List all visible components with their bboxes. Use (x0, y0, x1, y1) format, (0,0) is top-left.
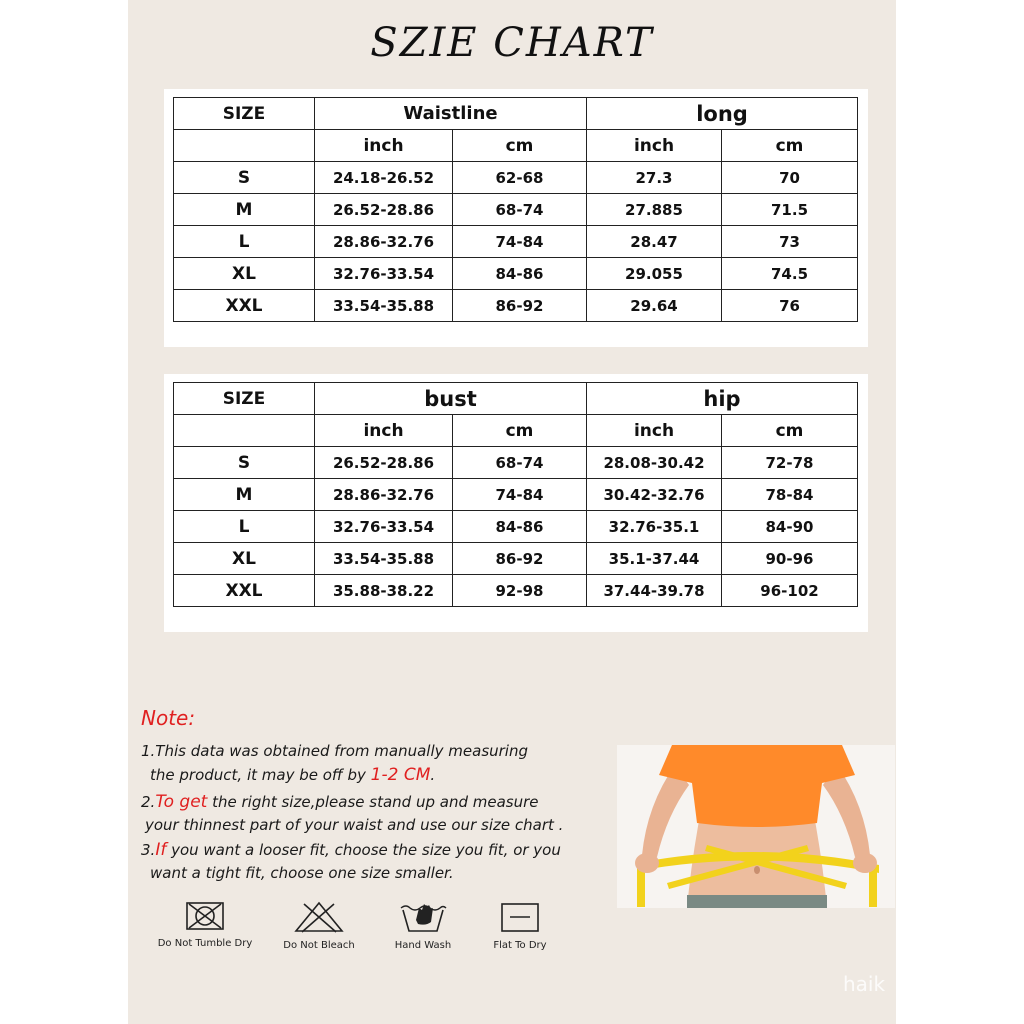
waist-measure-photo (617, 745, 895, 908)
table-row (174, 194, 858, 226)
flat-to-dry-icon (498, 900, 542, 934)
value-cell: 84-90 (722, 511, 858, 543)
note-line-1: 1.This data was obtained from manually measuring (141, 742, 529, 760)
size-cell: M (174, 194, 315, 226)
size-table-bust-hip (164, 374, 868, 632)
value-cell: 86-92 (453, 290, 587, 322)
size-cell: L (174, 511, 315, 543)
value-cell: 28.08-30.42 (587, 447, 722, 479)
unit-header: cm (722, 415, 858, 447)
table-row (174, 258, 858, 290)
note-text: the product, it may be off by (150, 766, 371, 784)
size-cell: XL (174, 543, 315, 575)
size-header: SIZE (174, 98, 315, 130)
care-label: Do Not Bleach (283, 940, 355, 951)
value-cell: 92-98 (453, 575, 587, 607)
unit-header: cm (453, 415, 587, 447)
unit-header: cm (722, 130, 858, 162)
value-cell: 84-86 (453, 511, 587, 543)
care-hand-wash (368, 900, 478, 951)
note-highlight: 1-2 CM (370, 765, 431, 785)
waist-measure-illustration (617, 745, 895, 908)
value-cell: 32.76-35.1 (587, 511, 722, 543)
size-table-waist-long (164, 89, 868, 347)
value-cell: 62-68 (453, 162, 587, 194)
size-cell: M (174, 479, 315, 511)
value-cell: 27.885 (587, 194, 722, 226)
table-row (174, 447, 858, 479)
value-cell: 32.76-33.54 (315, 511, 453, 543)
note-text: . (430, 766, 436, 784)
value-cell: 68-74 (453, 447, 587, 479)
table-row (174, 162, 858, 194)
size-header: SIZE (174, 383, 315, 415)
value-cell: 24.18-26.52 (315, 162, 453, 194)
unit-header: inch (587, 415, 722, 447)
note-number: 3. (141, 841, 156, 859)
unit-header: cm (453, 130, 587, 162)
group-header-waistline: Waistline (315, 98, 587, 130)
value-cell: 86-92 (453, 543, 587, 575)
value-cell: 29.64 (587, 290, 722, 322)
unit-header: inch (315, 415, 453, 447)
size-cell: XXL (174, 575, 315, 607)
note-highlight: If (155, 840, 167, 860)
value-cell: 74.5 (722, 258, 858, 290)
value-cell: 72-78 (722, 447, 858, 479)
value-cell: 29.055 (587, 258, 722, 290)
value-cell: 73 (722, 226, 858, 258)
value-cell: 28.86-32.76 (315, 479, 453, 511)
note-title: Note: (141, 706, 196, 730)
value-cell: 30.42-32.76 (587, 479, 722, 511)
page-title: SZIE CHART (370, 20, 654, 66)
unit-header: inch (315, 130, 453, 162)
size-table (173, 97, 858, 322)
size-cell: S (174, 447, 315, 479)
note-line-5 (141, 840, 561, 860)
value-cell: 68-74 (453, 194, 587, 226)
empty-cell (174, 415, 315, 447)
note-line-2 (150, 765, 435, 785)
value-cell: 74-84 (453, 479, 587, 511)
care-label: Do Not Tumble Dry (157, 938, 253, 949)
value-cell: 33.54-35.88 (315, 290, 453, 322)
value-cell: 70 (722, 162, 858, 194)
table-row (174, 479, 858, 511)
note-number: 2. (141, 793, 156, 811)
value-cell: 28.47 (587, 226, 722, 258)
table-row (174, 290, 858, 322)
value-cell: 78-84 (722, 479, 858, 511)
value-cell: 76 (722, 290, 858, 322)
watermark: haik (843, 972, 886, 996)
value-cell: 35.1-37.44 (587, 543, 722, 575)
do-not-tumble-dry-icon (183, 900, 227, 932)
value-cell: 90-96 (722, 543, 858, 575)
value-cell: 96-102 (722, 575, 858, 607)
value-cell: 84-86 (453, 258, 587, 290)
care-do-not-tumble-dry (150, 900, 260, 949)
table-row (174, 575, 858, 607)
value-cell: 74-84 (453, 226, 587, 258)
value-cell: 27.3 (587, 162, 722, 194)
care-flat-to-dry (465, 900, 575, 951)
note-line-6: want a tight fit, choose one size smaller. (150, 864, 454, 882)
note-line-4: your thinnest part of your waist and use our size chart . (145, 816, 564, 834)
note-line-3 (141, 792, 539, 812)
note-text: you want a looser fit, choose the size you fit, or you (166, 841, 561, 859)
hand-wash-icon (396, 900, 450, 934)
size-table (173, 382, 858, 607)
group-header-bust: bust (315, 383, 587, 415)
unit-header: inch (587, 130, 722, 162)
value-cell: 33.54-35.88 (315, 543, 453, 575)
size-cell: S (174, 162, 315, 194)
empty-cell (174, 130, 315, 162)
value-cell: 71.5 (722, 194, 858, 226)
value-cell: 35.88-38.22 (315, 575, 453, 607)
value-cell: 26.52-28.86 (315, 194, 453, 226)
value-cell: 26.52-28.86 (315, 447, 453, 479)
table-row (174, 226, 858, 258)
care-do-not-bleach (264, 900, 374, 951)
size-cell: L (174, 226, 315, 258)
value-cell: 32.76-33.54 (315, 258, 453, 290)
value-cell: 37.44-39.78 (587, 575, 722, 607)
group-header-hip: hip (587, 383, 858, 415)
note-highlight: To get (155, 792, 208, 812)
table-row (174, 511, 858, 543)
care-label: Hand Wash (394, 940, 452, 951)
table-row (174, 543, 858, 575)
care-label: Flat To Dry (493, 940, 547, 951)
size-cell: XL (174, 258, 315, 290)
do-not-bleach-icon (292, 900, 346, 934)
size-cell: XXL (174, 290, 315, 322)
note-text: the right size,please stand up and measure (207, 793, 539, 811)
group-header-long: long (587, 98, 858, 130)
value-cell: 28.86-32.76 (315, 226, 453, 258)
